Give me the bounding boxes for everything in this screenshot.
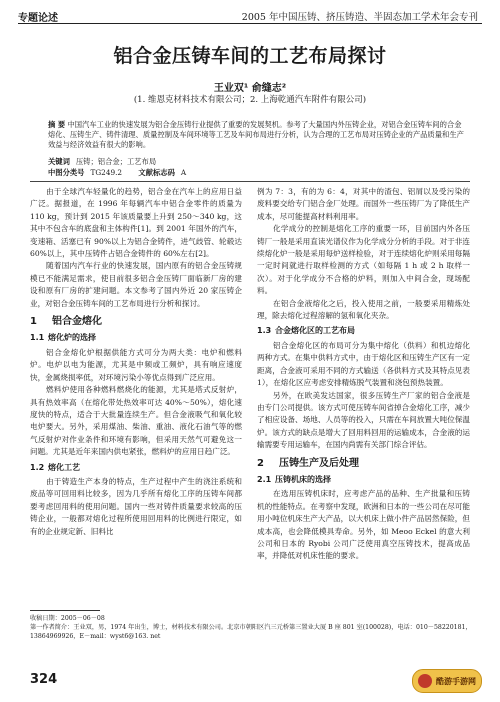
- section-number: 1.3: [257, 326, 272, 336]
- paper-authors: 王业双¹ 俞缝志²: [213, 83, 287, 94]
- classification-line: [48, 167, 478, 178]
- clc-label: 中图分类号: [48, 168, 85, 177]
- footnote-rule: [30, 610, 100, 611]
- section-title: 熔化工艺: [48, 462, 80, 472]
- section-number: 2: [257, 457, 264, 469]
- abstract-label: 摘 要: [48, 120, 66, 129]
- paragraph: 随着国内汽车行业的快速发展，国内原有的铝合金压铸规模已不能满足需求，使目前很多铝合金压铸厂面临新厂房的建设和原有厂房的扩建问题。本文参考了国内外近 20 家压铸企业，对铝合金压铸车间的工艺布局进行分析和探讨。: [30, 261, 242, 308]
- paper-title: 铝合金压铸车间的工艺布局探讨: [113, 45, 387, 67]
- paragraph: 在铝合金液熔化之后，投入使用之前，一般要采用精炼处理，除去熔化过程溶解的氢和氧化夹杂。: [257, 298, 470, 321]
- paragraph: 燃料炉使用各种燃料燃烧化的能源，尤其是塔式反射炉，具有热效率高（在熔化带处热效率可达 40%～50%），熔化速度快的特点，适合于大批量连续生产。但合金液吸气和氧化较电炉要大。另外，采用煤油、柴油、重油、液化石油气等的燃气反射炉对作业条件和环境有影响，但采用天然气可避免这一问题。尤其是近年来国内供电紧张，燃料炉的应用日趋广泛。: [30, 385, 242, 457]
- paragraph: 铝合金熔化区的布局可分为集中熔化（供料）和机边熔化两种方式。在集中供料方式中，由于熔化区和压铸生产区有一定距离，合金液可采用不同的方式输送（各供料方式及其特点见表 1），在熔化区应考虑安排精炼脱气装置和浇包预热装置。: [257, 340, 470, 388]
- keywords-label: 关键词: [48, 157, 70, 166]
- section-heading-2: [257, 458, 470, 470]
- keywords-value: 压铸；铝合金；工艺布局: [75, 157, 157, 166]
- section-heading-1: [30, 316, 242, 328]
- abstract-text: 中国汽车工业的快速发展为铝合金压铸行业提供了重要的发展契机。参考了大量国内外压铸企业，对铝合金压铸车间的合金熔化、压铸生产、铸件清理、质量控制及车间环境等工艺及车间布局进行分析，认为合理的工艺布局对压铸企业的产品质量和生产效益与经济效益有很大的影响。: [48, 120, 464, 149]
- abstract-rule: [30, 181, 470, 182]
- logo-text: 酷游手游网: [436, 676, 476, 686]
- right-column: [257, 186, 470, 563]
- paper-affiliations: (1. 维恩克材料技术有限公司；2. 上海乾通汽车附件有限公司): [133, 95, 367, 105]
- left-column: [30, 186, 242, 538]
- received-date: 收稿日期：2005－06－08: [30, 615, 105, 622]
- section-heading-1-2: [30, 462, 242, 474]
- journal-name: 2005 年中国压铸、挤压铸造、半固态加工学术年会专刊: [241, 12, 478, 23]
- paragraph: 铝合金熔化炉根据供能方式可分为两大类：电炉和燃料炉。电炉以电为能源，尤其是中频或工频炉，具有响应速度快，金属烧损率低，对环境污染小等优点得到广泛应用。: [30, 347, 242, 382]
- section-title: 铝合金熔化: [52, 316, 102, 328]
- page-number: 324: [30, 672, 58, 687]
- paragraph: 化学成分的控制是熔化工序的重要一环，目前国内外各压铸厂一般是采用直读光谱仪作为化学成分分析的手段。对于非连续熔化炉一般是采用每炉送样检验，对于连续熔化炉则采用每隔一定时间就进行取样检测的方式（如每隔 1 h 或 2 h 取样一次）。对于化学成分不合格的炉料，则加入中间合金，现场配料。: [257, 224, 470, 296]
- author-info: 第一作者简介：王业双，男，1974 年出生，博士，材料技术有限公司。北京市朝阳区汽三元桥第三置业大厦 B 座 801 室(100028)，电话：010－58220181，13864969926，E－mail：wyst6@163. net: [30, 624, 472, 640]
- section-title: 熔化炉的选择: [48, 333, 96, 343]
- section-heading-1-1: [30, 332, 242, 344]
- doc-code-label: 文献标志码: [138, 168, 175, 177]
- abstract: [48, 120, 468, 150]
- section-title: 压铸生产及后处理: [279, 457, 359, 469]
- section-heading-1-3: [257, 325, 470, 337]
- section-number: 2.1: [257, 474, 272, 484]
- section-title: 合金熔化区的工艺布局: [275, 326, 355, 336]
- section-heading-2-1: [257, 474, 470, 486]
- doc-code-value: A: [180, 168, 187, 177]
- section-title: 压铸机床的选择: [275, 474, 331, 484]
- footnote: [30, 614, 480, 641]
- paragraph: 由于全球汽车轻量化的趋势，铝合金在汽车上的应用日益广泛。据报道，在 1996 年每辆汽车中铝合金零件的质量为 110 kg，预计到 2015 年该质量要上升到 250～340 kg，这其中不包含车的底盘和主体构件[1]。到 2001 年国外的汽车，变速箱、活塞已有 90%以上为铝合金铸件，进气歧管、轮毂达 60%以上，其中压铸件占铝合金铸件的 60%左右[2]。: [30, 187, 242, 259]
- logo-icon: [418, 674, 432, 688]
- section-number: 1: [30, 316, 37, 328]
- paragraph: 例为 7：3，有的为 6：4，对其中的渣包、铝屑以及受污染的废料要交给专门铝合金厂处理。而国外一些压铸厂为了降低生产成本，尽可能提高材料利用率。: [257, 187, 470, 221]
- section-label: 专题论述: [18, 13, 58, 24]
- watermark-logo: [412, 669, 482, 693]
- paragraph: 另外，在欧美发达国家，很多压铸生产厂家的铝合金液是由专门公司提供。该方式可使压铸车间省掉合金熔化工序，减少了相应设备、场地、人员等的投入，只需在车间放置大吨位保温炉。该方式的缺点是增大了回用料回用的运输成本，合金液的运输需要专用运输车，在国内尚需有关部门综合评估。: [257, 390, 470, 450]
- header-rule: [18, 23, 482, 24]
- section-number: 1.1: [30, 333, 45, 343]
- paragraph: 在选用压铸机床时，应考虑产品的品种、生产批量和压铸机的性能特点。在考察中发现，欧洲和日本的一些公司在尽可能用小吨位机床生产大产品，以大机床上做小件产品居然保险，但成本高，也会降低模具寿命。另外，如 Meoo Eckel 的意大利公司和日本的 Ryobi 公司广泛使用真空压铸技术，提高成品率，并降低对机床性能的要求。: [257, 489, 470, 561]
- keywords-line: [48, 156, 478, 167]
- section-number: 1.2: [30, 462, 45, 472]
- paragraph: 由于铸造生产本身的特点，生产过程中产生的浇注系统和废品等可回用料比较多，因为几乎所有熔化工序的压铸车间都要考虑回用料的使用问题。国内一些对铸件质量要求较高的压铸企业，一般都对熔化过程所使用回用料的比例进行限定，如有的企业规定新、旧料比: [30, 476, 242, 536]
- clc-value: TG249.2: [90, 168, 123, 177]
